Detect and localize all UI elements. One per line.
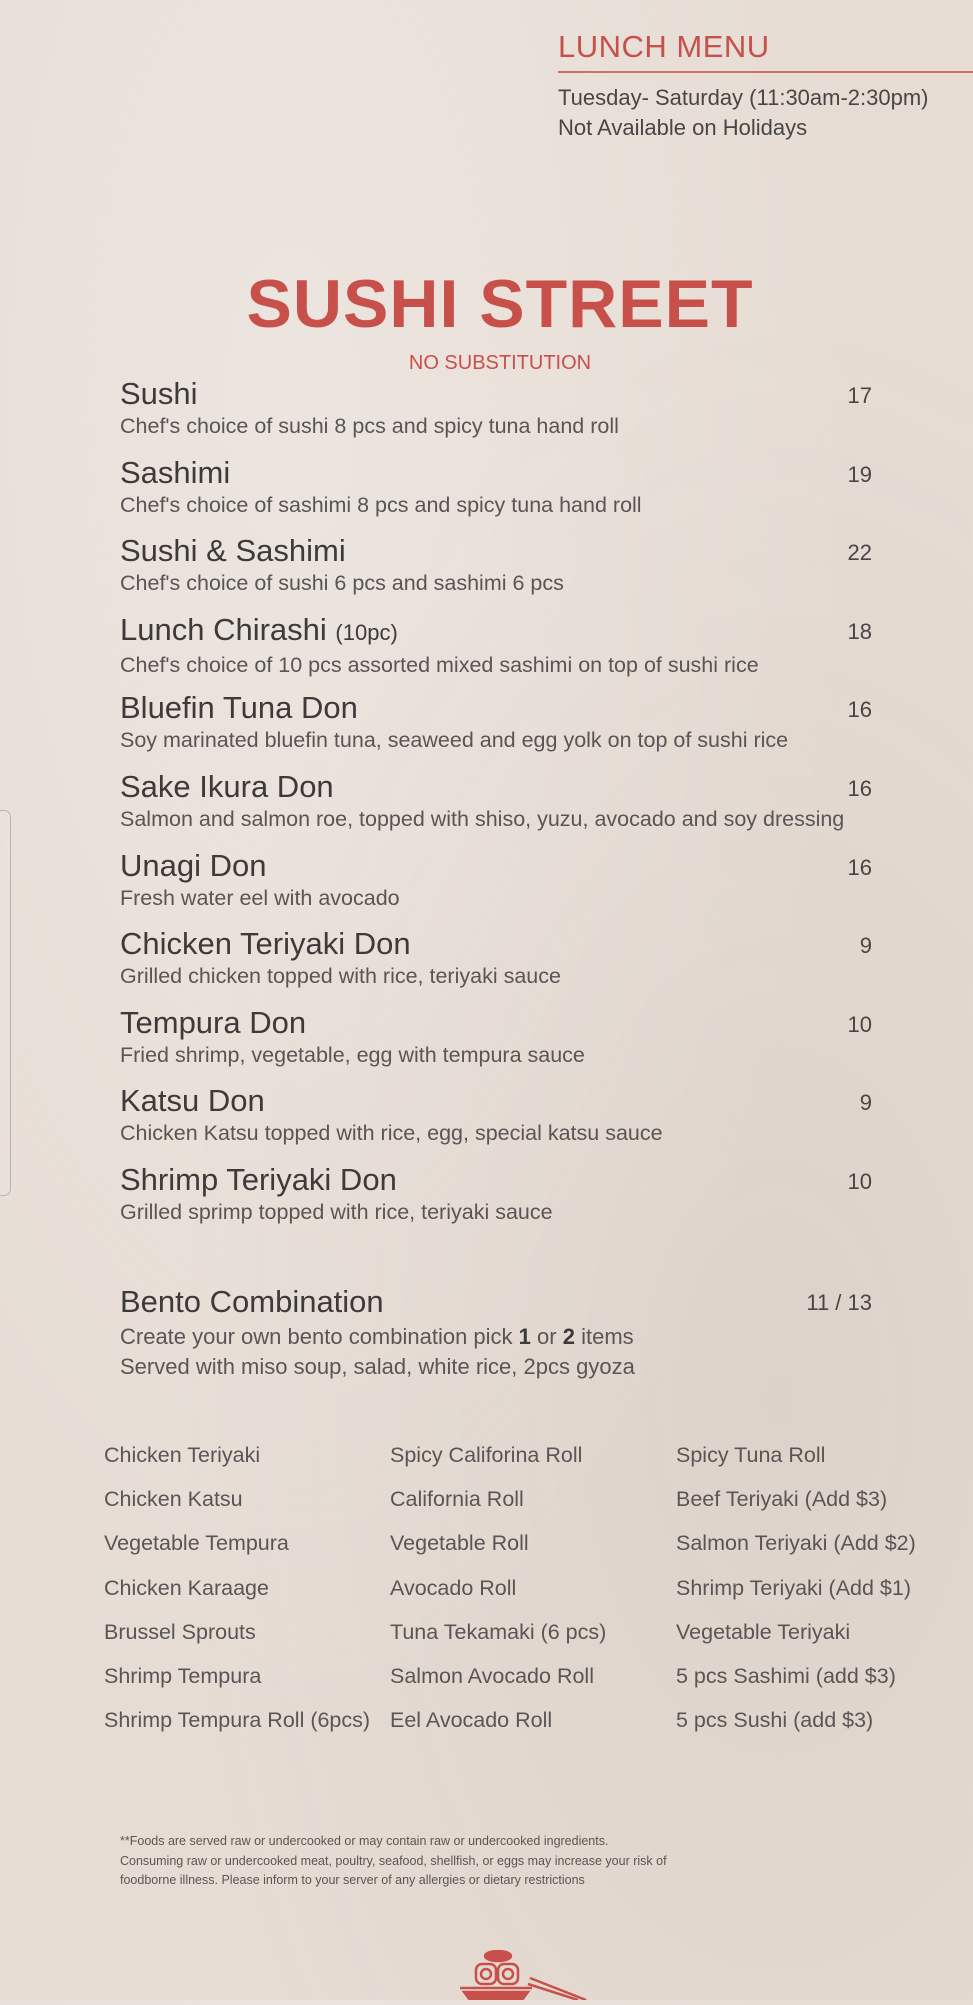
menu-item-name: Sushi & Sashimi [120,533,346,569]
bento-option: Spicy Califorina Roll [390,1443,583,1467]
menu-item-description: Salmon and salmon roe, topped with shiso, yuzu, avocado and soy dressing [120,806,845,831]
menu-item-description: Chef's choice of sashimi 8 pcs and spicy tuna hand roll [120,492,642,517]
bento-option: 5 pcs Sashimi (add $3) [676,1663,896,1688]
menu-item-name: Unagi Don [120,847,267,883]
bento-price: 11 / 13 [806,1290,872,1315]
disclaimer-line: foodborne illness. Please inform to your server of any allergies or dietary restrictions [120,1873,585,1887]
bento-option: California Roll [390,1487,524,1512]
menu-item-name: Sushi [120,376,198,411]
menu-item [120,1161,872,1240]
menu-item-price: 18 [847,618,872,644]
disclaimer-line: Consuming raw or undercooked meat, poultry, seafood, shellfish, or eggs may increase your risk of [120,1853,667,1868]
sushi-logo-icon [458,1950,588,2000]
lunch-menu-title: LUNCH MENU [558,29,770,64]
menu-item [120,847,872,926]
menu-item-price: 16 [847,697,872,723]
bento-option: Shrimp Teriyaki (Add $1) [676,1575,911,1600]
menu-item-description: Grilled chicken topped with rice, teriyaki sauce [120,964,561,989]
menu-item-price: 17 [847,383,872,408]
menu-item [120,1004,872,1083]
menu-item-description: Chef's choice of sushi 8 pcs and spicy tuna hand roll [120,414,619,438]
bento-option: Shrimp Tempura [104,1663,262,1688]
menu-item-description: Fried shrimp, vegetable, egg with tempura sauce [120,1042,585,1067]
menu-item-price: 16 [847,775,872,801]
bento-title: Bento Combination [120,1284,384,1319]
menu-item-description: Soy marinated bluefin tuna, seaweed and egg yolk on top of sushi rice [120,728,789,753]
bento-option: Vegetable Teriyaki [676,1619,851,1644]
menu-item-description: Fresh water eel with avocado [120,885,400,910]
menu-item-name: Sashimi [120,454,231,490]
lunch-hours: Tuesday- Saturday (11:30am-2:30pm) [558,85,929,111]
menu-item [120,689,872,768]
bento-options-column [676,1438,961,1747]
bento-section [120,1282,872,1382]
menu-item-description: Chef's choice of 10 pcs assorted mixed sashimi on top of sushi rice [120,652,759,677]
menu-item-name: Bluefin Tuna Don [120,690,358,726]
side-scroll-tab[interactable] [0,810,11,1196]
menu-item-name: Sake Ikura Don [120,768,334,804]
menu-item [120,1082,872,1161]
menu-item-price: 19 [847,461,872,487]
menu-item [120,611,872,690]
bento-option: Salmon Teriyaki (Add $2) [676,1531,916,1556]
bento-option: Avocado Roll [390,1575,517,1600]
menu-item-name: Shrimp Teriyaki Don [120,1161,397,1197]
bento-served-with: Served with miso soup, salad, white rice, 2pcs gyoza [120,1354,635,1379]
menu-item [120,375,872,454]
menu-item-price: 9 [859,933,872,959]
menu-item-name: Lunch Chirashi (10pc) [120,611,398,647]
menu-item-name: Tempura Don [120,1004,307,1040]
bento-option: Eel Avocado Roll [390,1708,553,1733]
bento-option: Chicken Karaage [104,1575,269,1600]
restaurant-name: SUSHI STREET [246,266,754,342]
food-safety-disclaimer [120,1832,720,1891]
menu-item-name: Katsu Don [120,1083,265,1119]
menu-item-description: Chef's choice of sushi 6 pcs and sashimi 6 pcs [120,571,564,596]
menu-item [120,532,872,611]
brand-header [0,266,973,342]
bento-option: Vegetable Tempura [104,1531,289,1556]
menu-item-description: Chicken Katsu topped with rice, egg, special katsu sauce [120,1121,663,1146]
bento-option: Beef Teriyaki (Add $3) [676,1487,888,1512]
lunch-holiday-note: Not Available on Holidays [558,115,808,141]
bento-option: Chicken Katsu [104,1487,243,1512]
menu-item-price: 22 [847,540,872,566]
lunch-divider [558,71,973,73]
bento-option: Vegetable Roll [390,1531,529,1556]
bento-option: Chicken Teriyaki [104,1443,261,1467]
menu-item-price: 9 [859,1090,872,1116]
menu-item-description: Grilled sprimp topped with rice, teriyaki sauce [120,1199,553,1224]
bento-option: Shrimp Tempura Roll (6pcs) [104,1708,371,1733]
menu-item [120,768,872,847]
disclaimer-line: **Foods are served raw or undercooked or may contain raw or undercooked ingredients. [120,1834,609,1848]
bento-option: 5 pcs Sushi (add $3) [676,1708,874,1733]
menu-item-price: 10 [847,1011,872,1037]
bento-options-column [104,1438,389,1747]
menu-item [120,454,872,533]
menu-item [120,925,872,1004]
bento-options-column [390,1438,675,1747]
menu-item-name: Chicken Teriyaki Don [120,926,411,962]
lunch-header [558,28,973,143]
bento-option: Tuna Tekamaki (6 pcs) [390,1619,607,1644]
bento-instructions: Create your own bento combination pick 1 or 2 items [120,1324,634,1349]
bento-option: Spicy Tuna Roll [676,1443,826,1467]
menu-items [120,375,872,1240]
bento-option: Brussel Sprouts [104,1619,256,1644]
menu-item-price: 16 [847,854,872,880]
bento-option: Salmon Avocado Roll [390,1663,594,1688]
no-substitution-note: NO SUBSTITUTION [408,352,592,374]
menu-item-price: 10 [847,1168,872,1194]
menu-item-quantity: (10pc) [335,619,398,645]
